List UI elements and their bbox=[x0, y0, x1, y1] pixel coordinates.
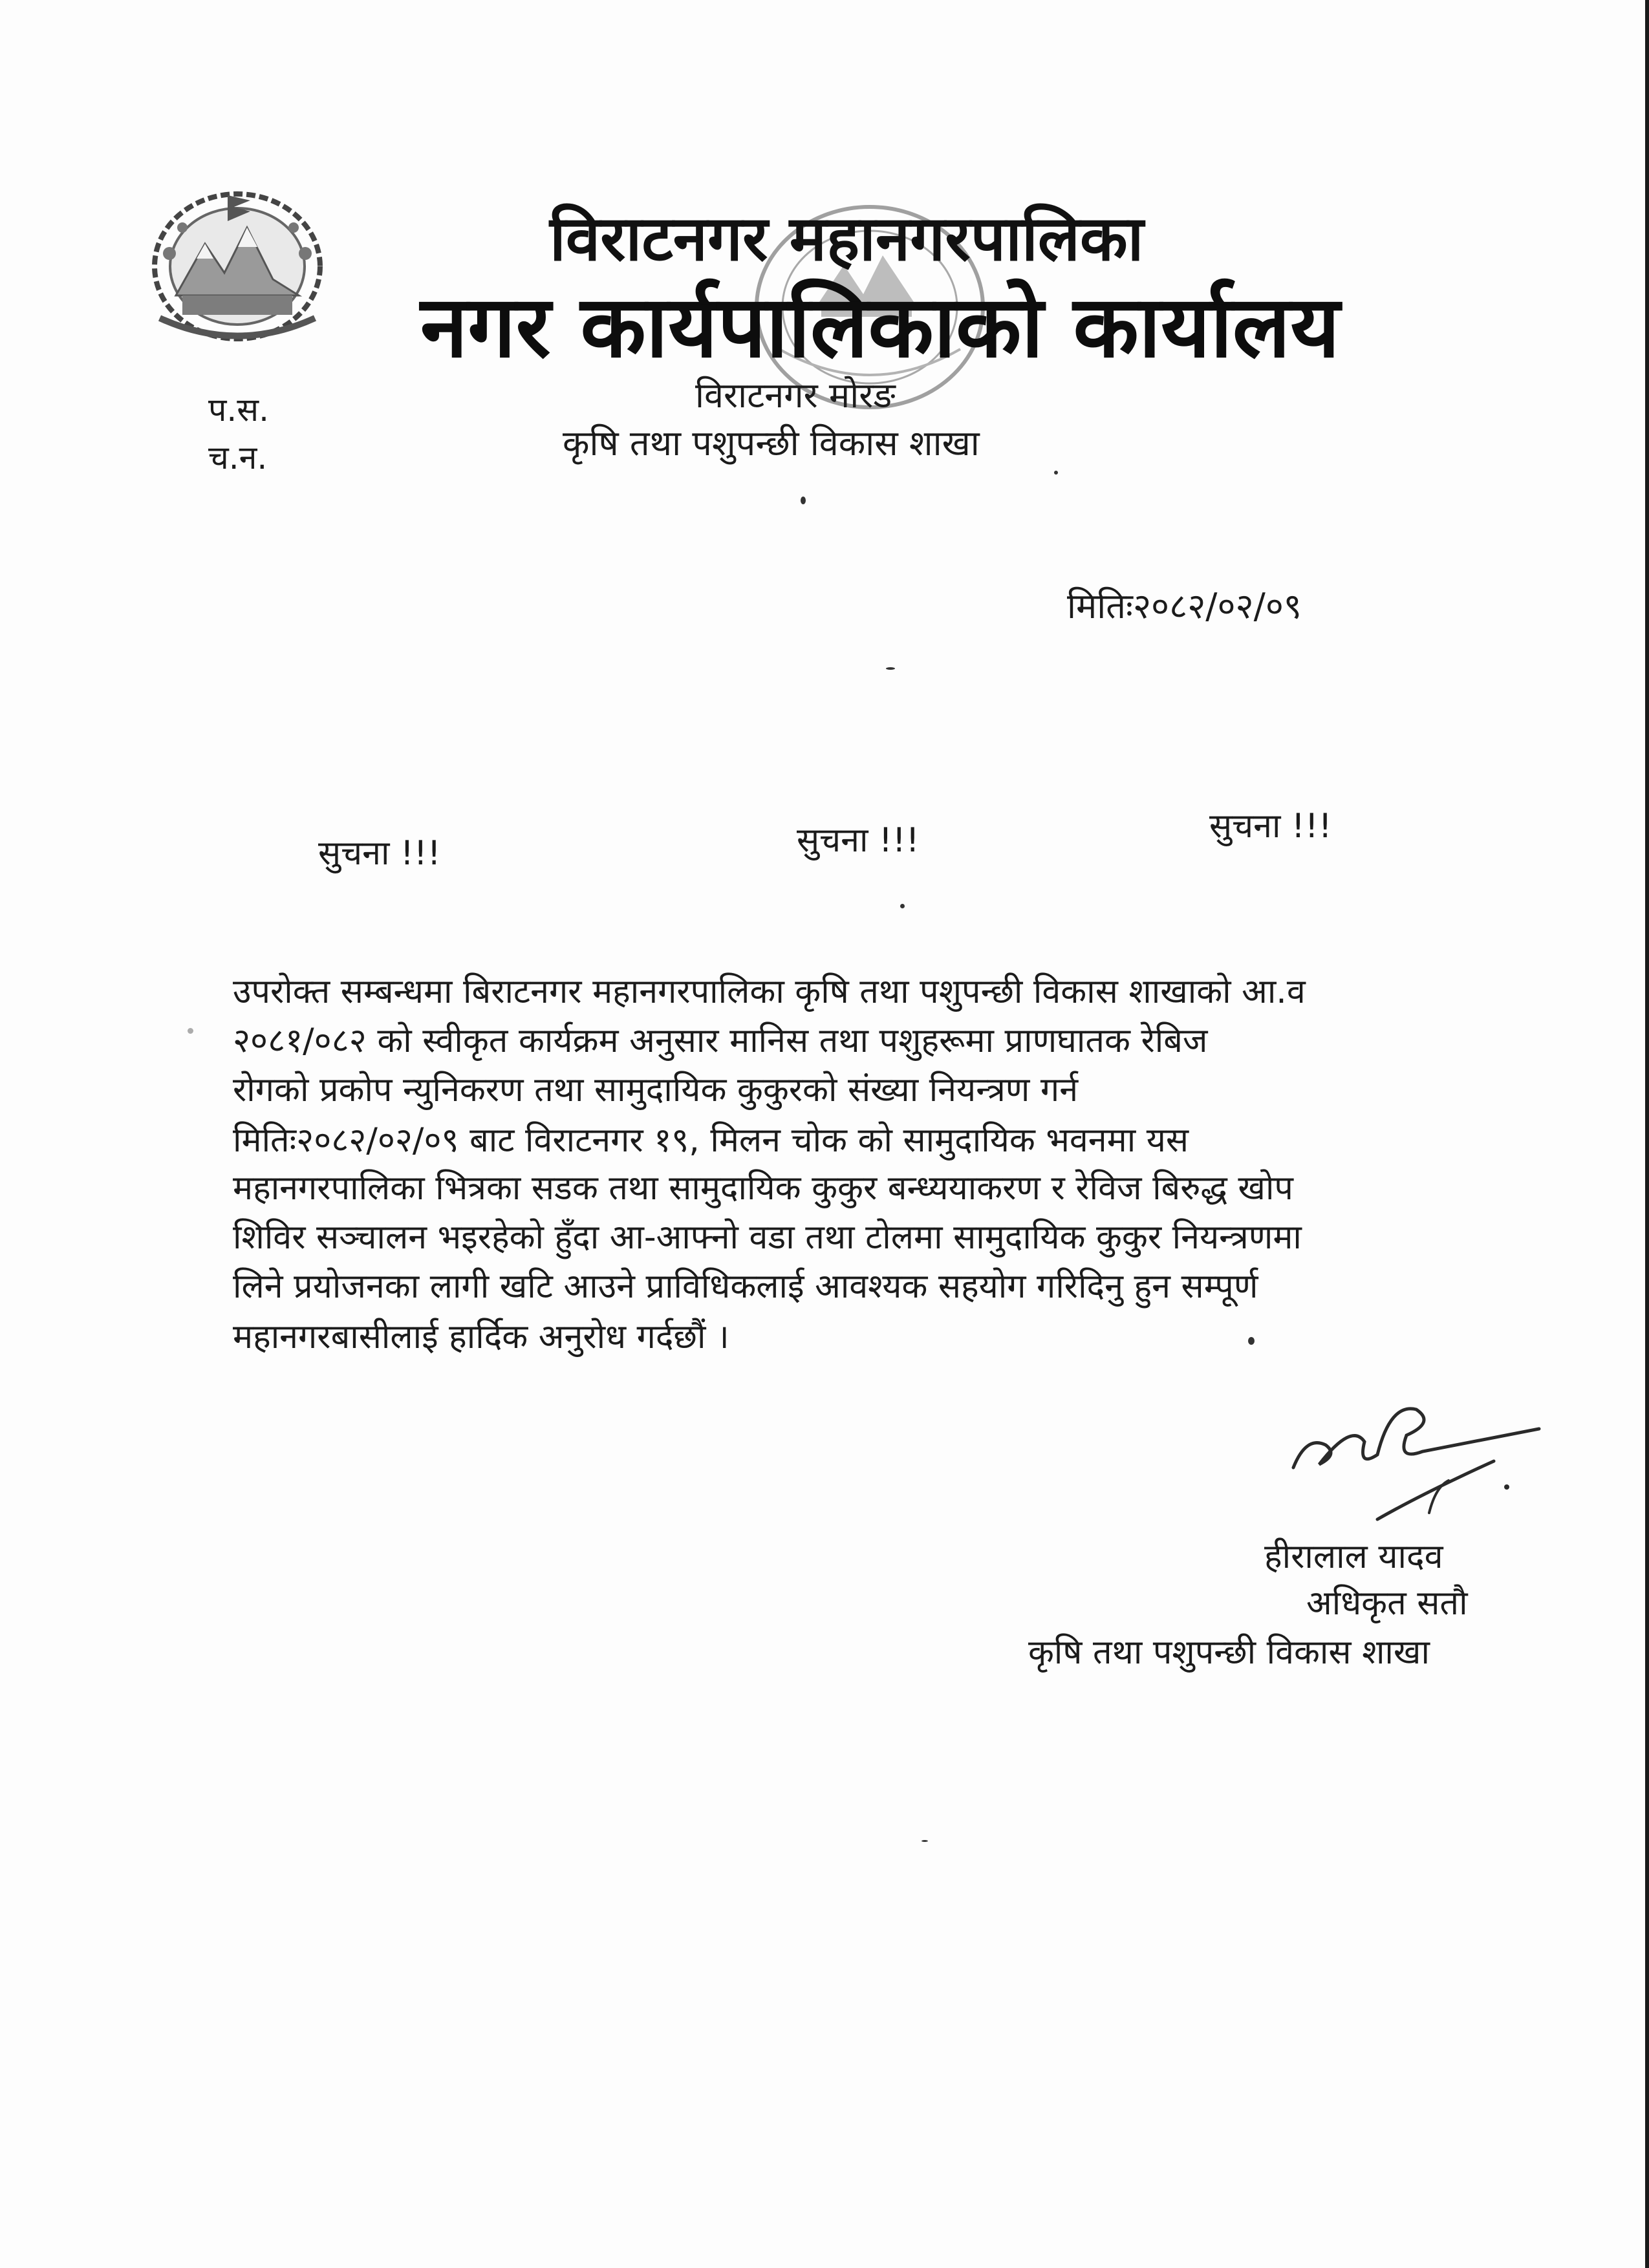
branch-name: कृषि तथा पशुपन्छी विकास शाखा bbox=[563, 423, 980, 464]
scan-speck bbox=[886, 667, 895, 670]
notice-heading: सुचना !!! bbox=[1209, 807, 1332, 846]
scan-speck bbox=[1054, 471, 1058, 475]
body-text-line: महानगरपालिका भित्रका सडक तथा सामुदायिक कुकुर बन्ध्ययाकरण र रेविज बिरुद्ध खोप bbox=[233, 1169, 1293, 1208]
nepal-emblem-icon bbox=[144, 182, 331, 350]
scan-edge bbox=[1645, 0, 1649, 2268]
signatory-branch: कृषि तथा पशुपन्छी विकास शाखा bbox=[1028, 1633, 1430, 1672]
dispatch-number-label: च.न. bbox=[208, 439, 268, 476]
signature-icon bbox=[1280, 1384, 1552, 1532]
body-text-line: रोगको प्रकोप न्युनिकरण तथा सामुदायिक कुकुरको संख्या नियन्त्रण गर्न bbox=[233, 1071, 1079, 1109]
scan-speck bbox=[801, 497, 806, 504]
body-text-line: मितिः२०८२/०२/०९ बाट विराटनगर १९, मिलन चोक को सामुदायिक भवनमा यस bbox=[233, 1121, 1189, 1160]
body-text-line: उपरोक्त सम्बन्धमा बिराटनगर महानगरपालिका कृषि तथा पशुपन्छी विकास शाखाको आ.व bbox=[233, 972, 1306, 1011]
letter-date: मितिः२०८२/०२/०९ bbox=[1067, 586, 1302, 626]
signatory-name: हीरालाल यादव bbox=[1264, 1537, 1443, 1576]
scan-speck bbox=[188, 1028, 193, 1034]
body-text-line: लिने प्रयोजनका लागी खटि आउने प्राविधिकलाई आवश्यक सहयोग गरिदिनु हुन सम्पूर्ण bbox=[233, 1267, 1258, 1306]
municipality-name: विराटनगर महानगरपालिका bbox=[550, 202, 1144, 275]
office-location: विराटनगर मोरङ bbox=[695, 375, 896, 416]
body-text-line: महानगरबासीलाई हार्दिक अनुरोध गर्दछौं । bbox=[233, 1318, 729, 1356]
scan-speck bbox=[900, 904, 905, 908]
notice-heading: सुचना !!! bbox=[318, 834, 441, 873]
notice-heading: सुचना !!! bbox=[797, 821, 920, 860]
body-text-line: शिविर सञ्चालन भइरहेको हुँदा आ-आफ्नो वडा तथा टोलमा सामुदायिक कुकुर नियन्त्रणमा bbox=[233, 1218, 1302, 1257]
signatory-title: अधिकृत सतौ bbox=[1306, 1584, 1468, 1623]
scan-speck bbox=[921, 1840, 928, 1842]
scan-speck bbox=[1248, 1337, 1255, 1345]
body-text-line: २०८१/०८२ को स्वीकृत कार्यक्रम अनुसार मानिस तथा पशुहरूमा प्राणघातक रेबिज bbox=[233, 1022, 1208, 1060]
office-title: नगर कार्यपालिकाको कार्यालय bbox=[420, 277, 1340, 377]
letter-number-label: प.स. bbox=[208, 391, 269, 429]
